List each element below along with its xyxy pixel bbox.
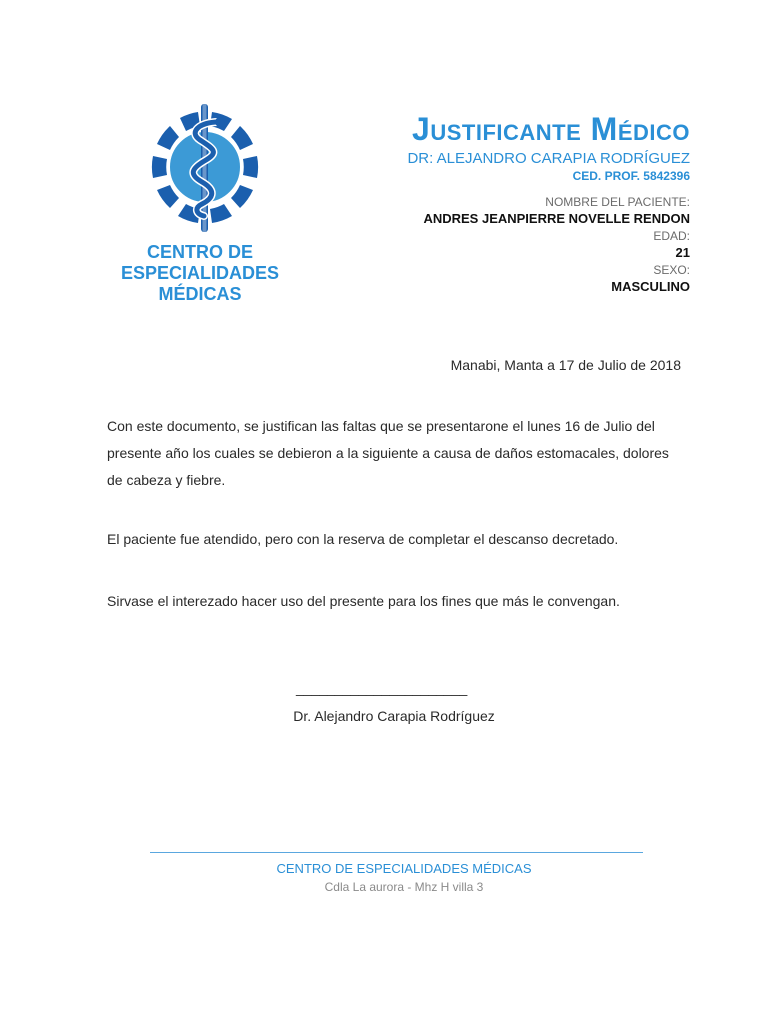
professional-id: CED. PROF. 5842396 bbox=[572, 169, 690, 183]
patient-name-value: ANDRES JEANPIERRE NOVELLE RENDON bbox=[423, 211, 690, 226]
signature-line: ______________________ bbox=[296, 680, 468, 696]
doctor-name: DR: ALEJANDRO CARAPIA RODRÍGUEZ bbox=[407, 150, 690, 167]
footer-address: Cdla La aurora - Mhz H villa 3 bbox=[324, 880, 484, 894]
body-paragraph-3: Sirvase el interezado hacer uso del presente para los fines que más le convengan. bbox=[107, 593, 620, 609]
caduceus-gear-icon bbox=[140, 100, 270, 235]
document-title: Justificante Médico bbox=[412, 111, 690, 147]
patient-name-label: NOMBRE DEL PACIENTE: bbox=[545, 195, 690, 209]
logo-line-1: CENTRO DE bbox=[146, 242, 253, 262]
body-paragraph-1: Con este documento, se justifican las faltas que se presentarone el lunes 16 de Julio del presente año los cuales se debieron a la siguiente a causa de daños estomacales, dolores de cabeza y fiebre. bbox=[107, 418, 669, 488]
signature-name: Dr. Alejandro Carapia Rodríguez bbox=[293, 708, 495, 724]
patient-age-value: 21 bbox=[675, 245, 690, 260]
place-date: Manabi, Manta a 17 de Julio de 2018 bbox=[450, 357, 681, 373]
logo-line-2: ESPECIALIDADES bbox=[120, 263, 280, 283]
footer-divider bbox=[150, 852, 643, 853]
footer-title: CENTRO DE ESPECIALIDADES MÉDICAS bbox=[276, 861, 532, 876]
patient-age-label: EDAD: bbox=[653, 229, 690, 243]
logo-line-3: MÉDICAS bbox=[158, 284, 242, 304]
patient-sex-label: SEXO: bbox=[653, 263, 690, 277]
patient-sex-value: MASCULINO bbox=[611, 279, 690, 294]
body-paragraph-2: El paciente fue atendido, pero con la reserva de completar el descanso decretado. bbox=[107, 531, 619, 547]
header-block bbox=[270, 110, 690, 296]
